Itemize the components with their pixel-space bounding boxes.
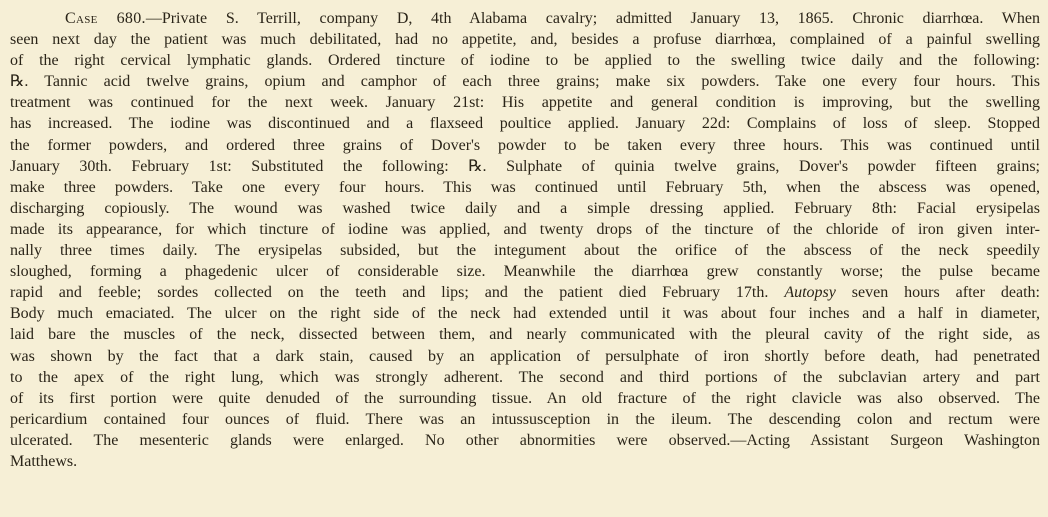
text-line-4: ℞. Tannic acid twelve grains, opium and camphor of each three grains; make six powders. Take one every four hours. This [10, 73, 1040, 91]
text-line-5: treatment was continued for the next week. January 21st: His appetite and general condition is improving, but the swelling [10, 94, 1040, 112]
text-line-1 [10, 8, 1040, 29]
text-line-20: pericardium contained four ounces of fluid. There was an intussusception in the ileum. The descending colon and rectum were [10, 410, 1040, 428]
text-line-6: has increased. The iodine was discontinued and a flaxseed poultice applied. January 22d: Complains of loss of sleep. Stopped [10, 115, 1040, 133]
text-line-14 [10, 282, 1040, 303]
text-line-3: of the right cervical lymphatic glands. Ordered tincture of iodine to be applied to the swelling twice daily and the following: [10, 52, 1040, 70]
autopsy-text: seven hours after death: [835, 284, 1040, 302]
case-report-paragraph [10, 8, 1040, 472]
text-line-9: make three powders. Take one every four hours. This was continued until February 5th, when the abscess was opened, [10, 178, 1040, 196]
text-line-19: of its first portion were quite denuded of the surrounding tissue. An old fracture of the right clavicle was also observed. The [10, 389, 1040, 407]
text-line-7: the former powders, and ordered three grains of Dover's powder to be taken every three hours. This was continued until [10, 136, 1040, 154]
autopsy-heading: Autopsy [784, 284, 836, 302]
text-line-18: to the apex of the right lung, which was strongly adherent. The second and third portions of the subclavian artery and part [10, 368, 1040, 386]
case-label: Case 680. [65, 10, 146, 27]
text-line-22: Matthews. [10, 452, 78, 470]
text-line-13: sloughed, forming a phagedenic ulcer of considerable size. Meanwhile the diarrhœa grew constantly worse; the pulse became [10, 263, 1040, 281]
text-line-15: Body much emaciated. The ulcer on the right side of the neck had extended until it was about four inches and a half in diameter, [10, 305, 1040, 323]
text-line-12: nally three times daily. The erysipelas subsided, but the integument about the orifice of the abscess of the neck speedily [10, 242, 1040, 260]
line-text: —Private S. Terrill, company D, 4th Alabama cavalry; admitted January 13, 1865. Chronic diarrhœa. When [145, 10, 1040, 27]
text-line-21: ulcerated. The mesenteric glands were enlarged. No other abnormities were observed.—Acting Assistant Surgeon Washington [10, 431, 1040, 449]
text-line-8: January 30th. February 1st: Substituted the following: ℞. Sulphate of quinia twelve grains, Dover's powder fifteen grains; [10, 157, 1040, 175]
text-line-16: laid bare the muscles of the neck, dissected between them, and nearly communicated with the pleural cavity of the right side, as [10, 326, 1040, 344]
line-text: rapid and feeble; sordes collected on the teeth and lips; and the patient died February 17th. [10, 284, 769, 302]
text-line-10: discharging copiously. The wound was washed twice daily and a simple dressing applied. February 8th: Facial erysipelas [10, 199, 1040, 217]
text-line-11: made its appearance, for which tincture of iodine was applied, and twenty drops of the tincture of the chloride of iron given inter- [10, 220, 1040, 238]
text-line-17: was shown by the fact that a dark stain, caused by an application of persulphate of iron shortly before death, had penetrated [10, 347, 1040, 365]
text-line-2: seen next day the patient was much debilitated, had no appetite, and, besides a profuse diarrhœa, complained of a painful swelling [10, 31, 1040, 49]
